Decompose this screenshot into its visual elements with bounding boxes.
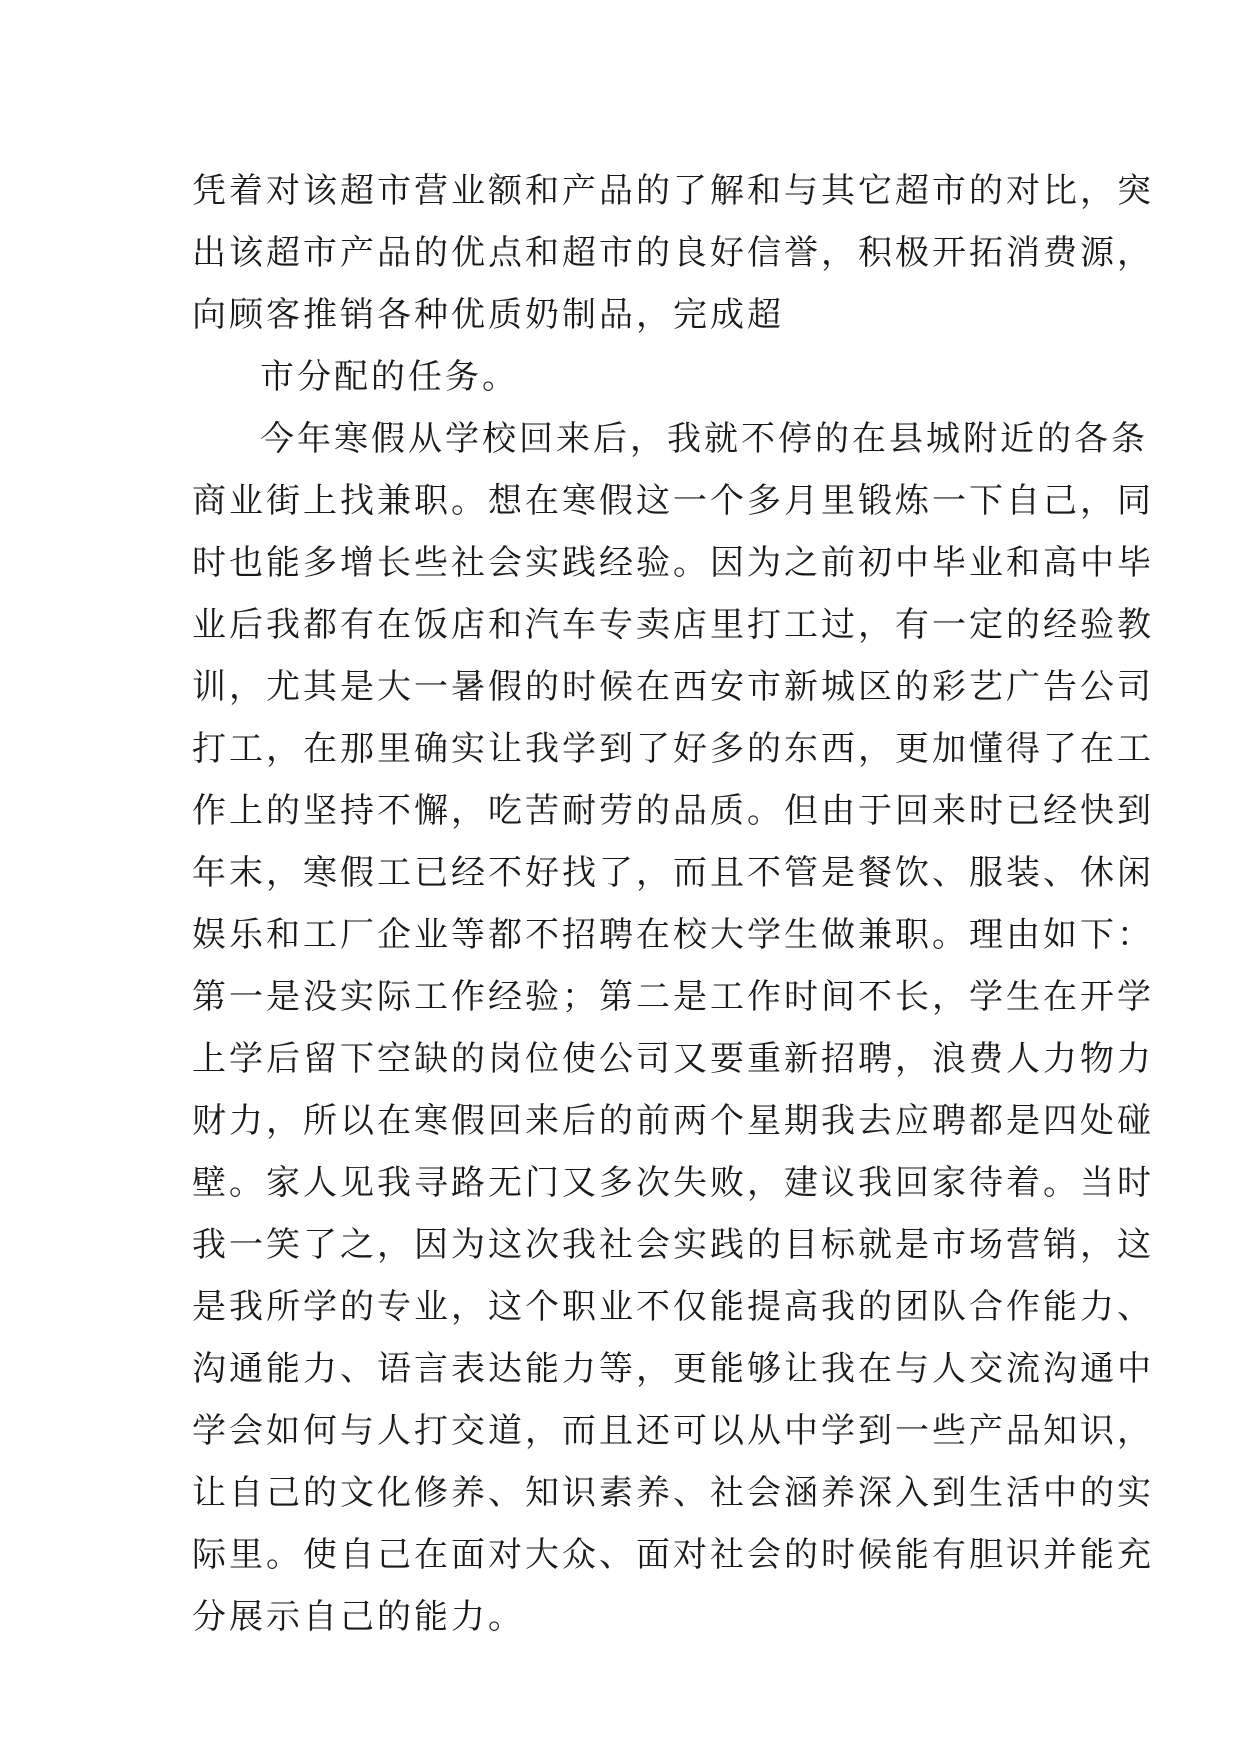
text-line: 我一笑了之，因为这次我社会实践的目标就是市场营销，这 bbox=[192, 1225, 1154, 1265]
text-line: 打工，在那里确实让我学到了好多的东西，更加懂得了在工 bbox=[192, 729, 1154, 769]
text-line: 凭着对该超市营业额和产品的了解和与其它超市的对比，突 bbox=[192, 171, 1154, 211]
text-line: 是我所学的专业，这个职业不仅能提高我的团队合作能力、 bbox=[192, 1287, 1154, 1327]
text-line: 娱乐和工厂企业等都不招聘在校大学生做兼职。理由如下： bbox=[192, 915, 1154, 955]
text-line: 市分配的任务。 bbox=[260, 357, 519, 397]
text-line: 向顾客推销各种优质奶制品，完成超 bbox=[192, 295, 784, 335]
text-line: 第一是没实际工作经验；第二是工作时间不长，学生在开学 bbox=[192, 977, 1154, 1017]
text-line: 学会如何与人打交道，而且还可以从中学到一些产品知识， bbox=[192, 1411, 1154, 1451]
text-line: 分展示自己的能力。 bbox=[192, 1597, 525, 1637]
text-line: 出该超市产品的优点和超市的良好信誉，积极开拓消费源， bbox=[192, 233, 1154, 273]
text-line: 今年寒假从学校回来后，我就不停的在县城附近的各条 bbox=[260, 419, 1148, 459]
paragraph-1 bbox=[192, 160, 1154, 346]
text-line: 年末，寒假工已经不好找了，而且不管是餐饮、服装、休闲 bbox=[192, 853, 1154, 893]
paragraph-3 bbox=[192, 408, 1154, 1648]
text-line: 商业街上找兼职。想在寒假这一个多月里锻炼一下自己，同 bbox=[192, 481, 1154, 521]
text-line: 作上的坚持不懈，吃苦耐劳的品质。但由于回来时已经快到 bbox=[192, 791, 1154, 831]
text-line: 财力，所以在寒假回来后的前两个星期我去应聘都是四处碰 bbox=[192, 1101, 1154, 1141]
text-line: 沟通能力、语言表达能力等，更能够让我在与人交流沟通中 bbox=[192, 1349, 1154, 1389]
text-line: 训，尤其是大一暑假的时候在西安市新城区的彩艺广告公司 bbox=[192, 667, 1154, 707]
text-line: 业后我都有在饭店和汽车专卖店里打工过，有一定的经验教 bbox=[192, 605, 1154, 645]
paragraph-2 bbox=[192, 346, 1052, 408]
text-line: 让自己的文化修养、知识素养、社会涵养深入到生活中的实 bbox=[192, 1473, 1154, 1513]
document-body bbox=[192, 160, 1154, 1648]
text-line: 壁。家人见我寻路无门又多次失败，建议我回家待着。当时 bbox=[192, 1163, 1154, 1203]
text-line: 时也能多增长些社会实践经验。因为之前初中毕业和高中毕 bbox=[192, 543, 1154, 583]
text-line: 际里。使自己在面对大众、面对社会的时候能有胆识并能充 bbox=[192, 1535, 1154, 1575]
text-line: 上学后留下空缺的岗位使公司又要重新招聘，浪费人力物力 bbox=[192, 1039, 1154, 1079]
